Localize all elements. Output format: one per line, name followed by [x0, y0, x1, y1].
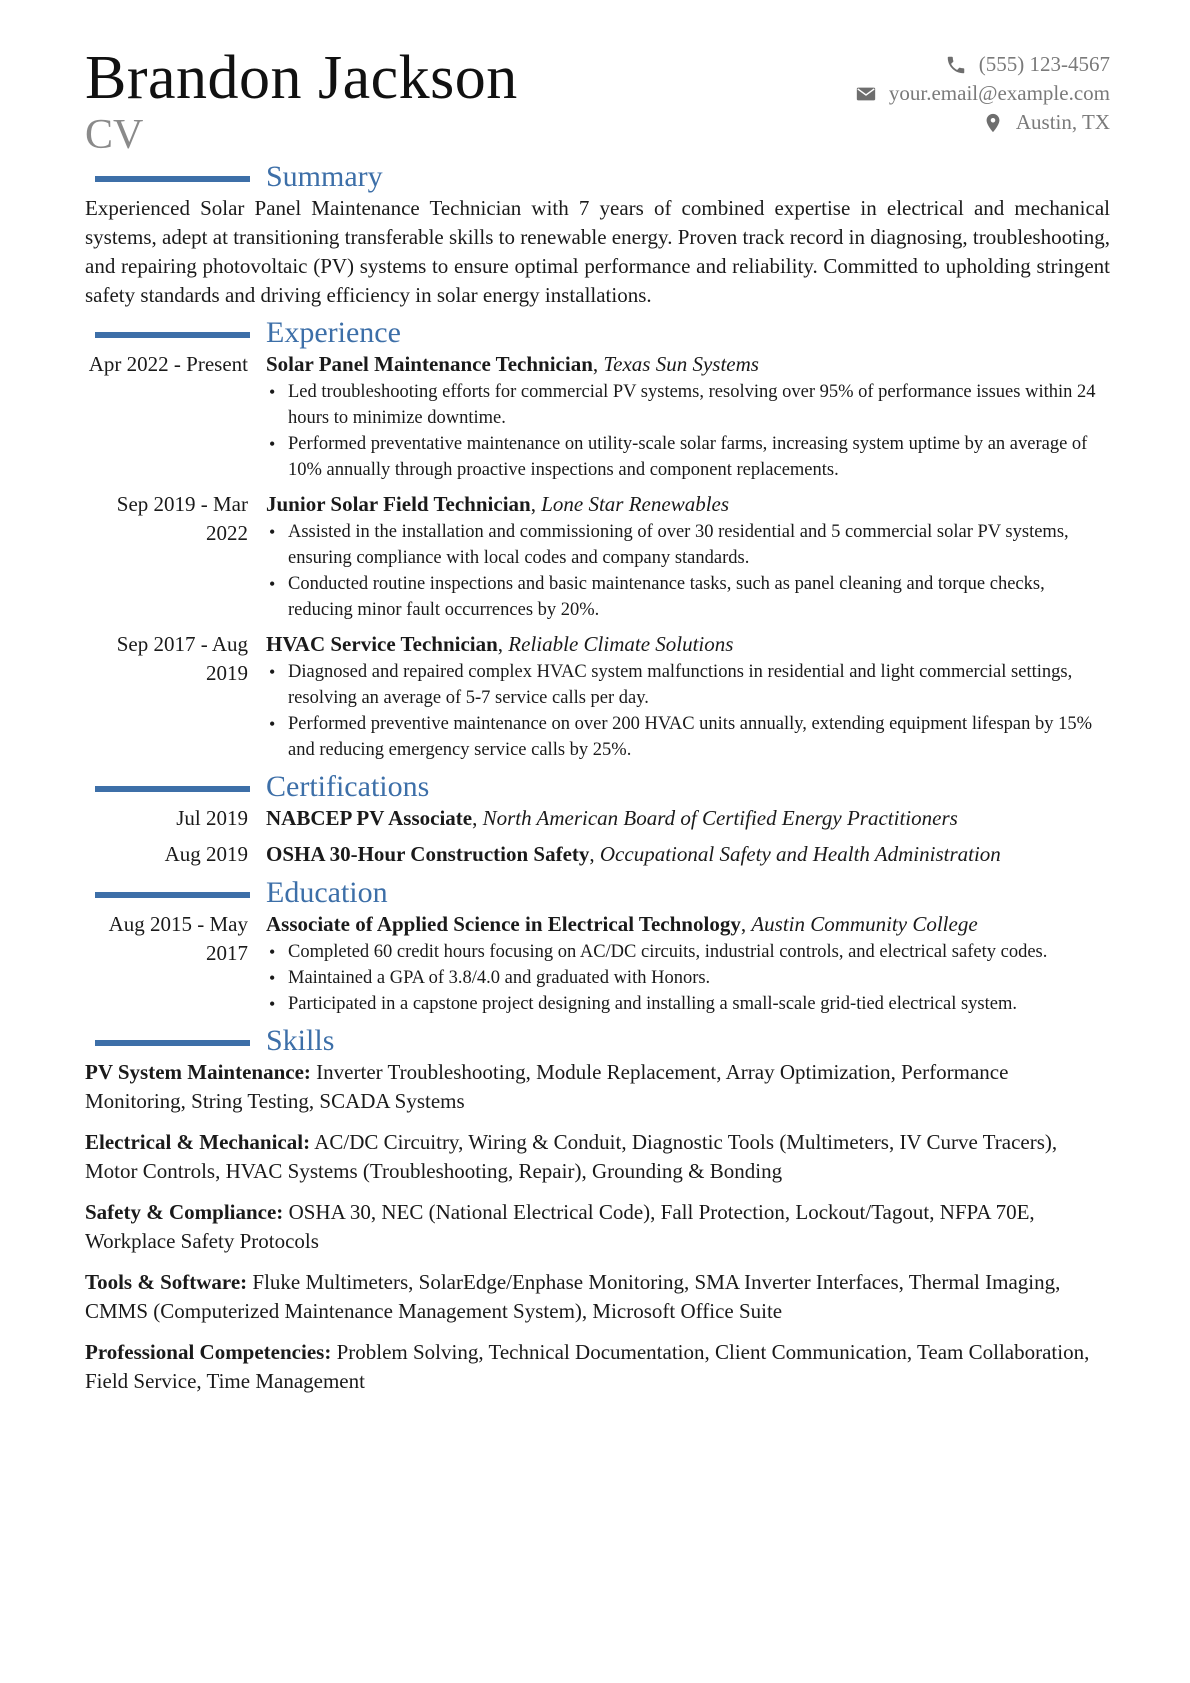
section-heading-certifications	[85, 770, 1110, 804]
summary-text: Experienced Solar Panel Maintenance Technician with 7 years of combined expertise in electrical and mechanical systems, adept at transitioning transferable skills to renewable energy. Proven track record in diagnosing, troubleshooting, and repairing photovoltaic (PV) systems to ensure optimal performance and reliability. Committed to upholding stringent safety standards and driving efficiency in solar energy installations.	[85, 196, 1110, 307]
experience-entry: Apr 2022 - Present Solar Panel Maintenance Technician, Texas Sun Systems • Led troubleshooting efforts for commercial PV systems, resolving over 95% of performance issues within 24 hours to minimize downtime. • Performed preventative maintenance on utility-scale solar farms, increasing system uptime by an average of 10% annually through proactive inspections and component replacements.	[85, 350, 1110, 483]
entry-date: Sep 2017 - Aug 2019	[116, 632, 248, 685]
entry-role: Junior Solar Field Technician	[266, 492, 531, 516]
entry-date: Jul 2019	[176, 806, 248, 830]
envelope-icon	[855, 83, 877, 105]
entry-date: Aug 2019	[164, 842, 248, 866]
section-title: Certifications	[266, 770, 430, 803]
contact-location	[855, 108, 1110, 137]
phone-icon	[945, 54, 967, 76]
certification-entry: Aug 2019 OSHA 30-Hour Construction Safety, Occupational Safety and Health Administration	[85, 840, 1110, 869]
section-title: Experience	[266, 316, 401, 349]
section-rule	[95, 786, 250, 792]
contact-info	[855, 50, 1110, 137]
resume-page	[85, 40, 1110, 1408]
entry-bullet: • Diagnosed and repaired complex HVAC system malfunctions in residential and light commercial settings, resolving an average of 5-7 service calls per day.	[288, 659, 1110, 711]
phone-text: (555) 123-4567	[978, 52, 1110, 76]
contact-email	[855, 79, 1110, 108]
section-heading-experience	[85, 316, 1110, 350]
contact-phone	[855, 50, 1110, 79]
skill-group	[85, 1198, 1110, 1256]
skill-category: Electrical & Mechanical:	[85, 1130, 311, 1154]
candidate-name: Brandon Jackson	[85, 44, 518, 112]
skill-items: Inverter Troubleshooting, Module Replacement, Array Optimization, Performance Monitoring, String Testing, SCADA Systems	[85, 1060, 1009, 1113]
skill-group	[85, 1058, 1110, 1116]
skill-category: PV System Maintenance:	[85, 1060, 311, 1084]
entry-bullet: • Participated in a capstone project designing and installing a small-scale grid-tied electrical system.	[288, 991, 1110, 1017]
certification-name: OSHA 30-Hour Construction Safety	[266, 842, 590, 866]
entry-bullet: • Performed preventative maintenance on utility-scale solar farms, increasing system uptime by an average of 10% annually through proactive inspections and component replacements.	[288, 431, 1110, 483]
experience-entry: Sep 2017 - Aug 2019 HVAC Service Technician, Reliable Climate Solutions • Diagnosed and repaired complex HVAC system malfunctions in residential and light commercial settings, resolving an average of 5-7 service calls per day. • Performed preventive maintenance on over 200 HVAC units annually, extending equipment lifespan by 15% and reducing emergency service calls by 25%.	[85, 630, 1110, 763]
entry-bullet: • Performed preventive maintenance on over 200 HVAC units annually, extending equipment lifespan by 15% and reducing emergency service calls by 25%.	[288, 711, 1110, 763]
entry-organization: Lone Star Renewables	[541, 492, 730, 516]
entry-bullet: • Completed 60 credit hours focusing on AC/DC circuits, industrial controls, and electrical safety codes.	[288, 939, 1110, 965]
section-heading-skills	[85, 1024, 1110, 1058]
certification-issuer: North American Board of Certified Energy Practitioners	[482, 806, 958, 830]
map-pin-icon	[982, 112, 1004, 134]
entry-bullet: • Led troubleshooting efforts for commercial PV systems, resolving over 95% of performance issues within 24 hours to minimize downtime.	[288, 379, 1110, 431]
section-rule	[95, 892, 250, 898]
certification-name: NABCEP PV Associate	[266, 806, 473, 830]
skill-category: Safety & Compliance:	[85, 1200, 284, 1224]
degree-name: Associate of Applied Science in Electrical Technology	[266, 912, 741, 936]
section-rule	[95, 1040, 250, 1046]
entry-organization: Texas Sun Systems	[603, 352, 759, 376]
section-title: Summary	[266, 160, 383, 193]
skill-items: AC/DC Circuitry, Wiring & Conduit, Diagnostic Tools (Multimeters, IV Curve Tracers), Motor Controls, HVAC Systems (Troubleshooting, Repair), Grounding & Bonding	[85, 1130, 1058, 1183]
skill-group	[85, 1268, 1110, 1326]
certification-entry: Jul 2019 NABCEP PV Associate, North American Board of Certified Energy Practitioners	[85, 804, 1110, 833]
skill-items: OSHA 30, NEC (National Electrical Code), Fall Protection, Lockout/Tagout, NFPA 70E, Workplace Safety Protocols	[85, 1200, 1035, 1253]
skill-items: Problem Solving, Technical Documentation, Client Communication, Team Collaboration, Field Service, Time Management	[85, 1340, 1090, 1393]
document-subtitle: CV	[85, 112, 144, 158]
experience-entry: Sep 2019 - Mar 2022 Junior Solar Field Technician, Lone Star Renewables • Assisted in the installation and commissioning of over 30 residential and 5 commercial solar PV systems, ensuring compliance with local codes and company standards. • Conducted routine inspections and basic maintenance tasks, such as panel cleaning and torque checks, reducing minor fault occurrences by 20%.	[85, 490, 1110, 623]
skill-group	[85, 1128, 1110, 1186]
section-heading-summary	[85, 160, 1110, 194]
email-text: your.email@example.com	[888, 81, 1110, 105]
entry-bullet: • Assisted in the installation and commissioning of over 30 residential and 5 commercial solar PV systems, ensuring compliance with local codes and company standards.	[288, 519, 1110, 571]
section-rule	[95, 176, 250, 182]
certification-issuer: Occupational Safety and Health Administration	[599, 842, 1001, 866]
entry-role: Solar Panel Maintenance Technician	[266, 352, 593, 376]
resume-header	[85, 40, 1110, 158]
skill-group	[85, 1338, 1110, 1396]
entry-bullet: • Conducted routine inspections and basic maintenance tasks, such as panel cleaning and torque checks, reducing minor fault occurrences by 20%.	[288, 571, 1110, 623]
education-entry: Aug 2015 - May 2017 Associate of Applied Science in Electrical Technology, Austin Community College • Completed 60 credit hours focusing on AC/DC circuits, industrial controls, and electrical safety codes. • Maintained a GPA of 3.8/4.0 and graduated with Honors. • Participated in a capstone project designing and installing a small-scale grid-tied electrical system.	[85, 910, 1110, 1017]
entry-date: Sep 2019 - Mar 2022	[116, 492, 248, 545]
section-title: Education	[266, 876, 388, 909]
entry-bullet: • Maintained a GPA of 3.8/4.0 and graduated with Honors.	[288, 965, 1110, 991]
entry-date: Apr 2022 - Present	[88, 352, 248, 376]
section-heading-education	[85, 876, 1110, 910]
school-name: Austin Community College	[751, 912, 978, 936]
location-text: Austin, TX	[1015, 110, 1110, 134]
skill-items: Fluke Multimeters, SolarEdge/Enphase Monitoring, SMA Inverter Interfaces, Thermal Imaging, CMMS (Computerized Maintenance Management System), Microsoft Office Suite	[85, 1270, 1061, 1323]
entry-role: HVAC Service Technician	[266, 632, 498, 656]
skill-category: Tools & Software:	[85, 1270, 248, 1294]
skill-category: Professional Competencies:	[85, 1340, 332, 1364]
entry-organization: Reliable Climate Solutions	[508, 632, 734, 656]
section-title: Skills	[266, 1024, 335, 1057]
section-rule	[95, 332, 250, 338]
entry-date: Aug 2015 - May 2017	[108, 912, 248, 965]
